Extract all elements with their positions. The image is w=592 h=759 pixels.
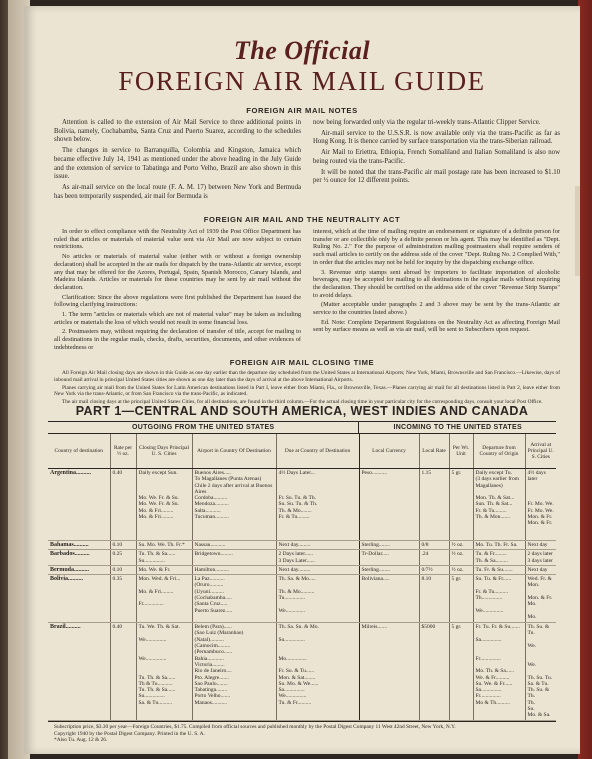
column-header: Departure from Country of Origin xyxy=(473,434,525,469)
table-cell-closing: Mo. We. & Fr. xyxy=(136,565,192,574)
table-cell-rate: 0.10 xyxy=(110,565,136,574)
table-cell-country: Bahamas.......... xyxy=(48,541,110,550)
table-cell-local-rate: 1.15 xyxy=(419,469,449,541)
column-header-row xyxy=(48,434,556,469)
schedule-grid xyxy=(48,434,556,721)
table-cell-due: Th. Sa. & Mo..... Th. & Mo.......... Tu............... We.............. xyxy=(276,575,359,623)
cover-edge xyxy=(578,0,592,759)
notes-paragraph: As air-mail service on the local route (F. A. M. 17) between New York and Bermuda has been temporarily suspended, air mail for Bermuda is xyxy=(54,183,301,200)
table-cell-unit: ½ oz. xyxy=(449,550,473,566)
table-cell-due: Next day......... xyxy=(276,565,359,574)
neutrality-heading: FOREIGN AIR MAIL AND THE NEUTRALITY ACT xyxy=(203,215,401,224)
outgoing-group-label: OUTGOING FROM THE UNITED STATES xyxy=(48,422,359,433)
table-cell-local-rate: .24 xyxy=(419,550,449,566)
footer-copyright: Copyright 1940 by the Postal Digest Company. Printed in the U. S. A. xyxy=(54,730,205,737)
closing-paragraph: The air mail closing days at the principal United States Cities, for all destinations, are found in the third column.—For the actual closing time in your particular city for the corresponding days, consult your local Post Office. xyxy=(62,399,543,406)
table-row xyxy=(48,550,556,566)
table-cell-rate: 0.25 xyxy=(110,550,136,566)
table-cell-due: Next day......... xyxy=(276,541,359,550)
table-cell-rate: 0.40 xyxy=(110,623,136,720)
table-cell-country: Barbados.......... xyxy=(48,550,110,566)
column-header: Rate per ½ oz. xyxy=(110,434,136,469)
column-header: Local Currency xyxy=(359,434,419,469)
footer xyxy=(54,724,560,744)
footer-note: *Also Tu. Aug. 12 & 26. xyxy=(54,737,108,744)
neutrality-paragraph: 2. Postmasters may, without requiring the declaration of transfer of title, accept for mailing to all destinations in the regular mails, checks, drafts, securities, documents, and other evidences of indebtedness or xyxy=(54,328,301,351)
table-cell-departure: Daily except Tu. (3 days earlier from Magallanes) Mon. Th. & Sat... Sun. Th. & Sat... Fr. & Tu......... Th. & Mon....... xyxy=(473,469,525,541)
table-cell-currency: Tr-Dollar..... xyxy=(359,550,419,566)
table-cell-airport: Belem (Para)...... (Sao Luiz (Maranhao) (Natal).......... (Camocim......... (Pernambuco...... Bahia............ Victoria......... Rio de Janeiro.... Pto. Alegre....... Sao Paulo........ Tabatinga........ Porto Velho....... Manaos........... xyxy=(192,623,276,720)
column-header: Closing Days Principal U. S. Cities xyxy=(136,434,192,469)
neutrality-paragraph: (Matter acceptable under paragraphs 2 and 3 above may be sent by the trans-Atlantic air service to the countries listed above.) xyxy=(313,301,560,317)
table-cell-local-rate: 0/8 xyxy=(419,541,449,550)
guide-page xyxy=(24,6,580,754)
table-cell-currency: Peso........... xyxy=(359,469,419,541)
neutrality-columns xyxy=(54,228,560,354)
table-cell-arrival: Next day xyxy=(525,565,556,574)
table-cell-departure: Tu. & Fr......... Th. & Sa......... xyxy=(473,550,525,566)
table-cell-unit: 5 gr. xyxy=(449,623,473,720)
notes-paragraph: Air Mail to Eriettra, Ethiopia, French Somaliland and Italian Somaliland is also now being routed via the trans-Pacific. xyxy=(313,149,560,165)
neutrality-left-column xyxy=(54,228,301,354)
table-cell-departure: Tu. Fr. & Su....... xyxy=(473,565,525,574)
page-title: FOREIGN AIR MAIL GUIDE xyxy=(118,66,486,96)
neutrality-paragraph: 3. Revenue strip stamps sent abroad by importers to facilitate importation of alcoholic beverages, may be accepted for mailing to all destinations in the regular mails without requiring the declaration. They should be certified on the address side of the cover "Revenue Strip Stamps" to avoid delays. xyxy=(313,268,560,299)
table-cell-departure: Fr. Tu. Fr. & Su....... Sa............... Fr............... Mo. Th. & Sa...... We. & Fr.......... Su. We. & Fr...... Sa............... Fr............... Mo & Th.......... xyxy=(473,623,525,720)
table-cell-country: Bermuda.......... xyxy=(48,565,110,574)
table-row xyxy=(48,541,556,550)
table-cell-currency: Milreis....... xyxy=(359,623,419,720)
closing-text xyxy=(54,370,560,407)
table-cell-due: Th. Sa. Su. & Mo. Su............... Mo............... Fr. Su. & Tu...... Mon. & Sat........ Su. Mo. & We...... Sa............... We............... Tu. & Fr.......... xyxy=(276,623,359,720)
table-row xyxy=(48,575,556,623)
table-cell-unit: ½ oz. xyxy=(449,541,473,550)
schedule-table xyxy=(48,421,556,722)
notes-heading: FOREIGN AIR MAIL NOTES xyxy=(246,106,358,115)
column-header: Per Wt. Unit xyxy=(449,434,473,469)
table-cell-local-rate: $5000 xyxy=(419,623,449,720)
table-cell-closing: Su. Mo. We. Th. Fr.* xyxy=(136,541,192,550)
notes-columns xyxy=(54,119,560,203)
table-cell-due: 4½ Days Later... Fr. Su. Tu. & Th. Su. Su. Tu. & Th. Th. & Mo........ Fr. & Tu......... xyxy=(276,469,359,541)
closing-paragraph: Planes carrying air mail from the United States for Latin American destinations listed in Part I, leave either from Miami, Fla., or Brownsville, Texas.—Planes carrying air mail for all destinations listed in Part 2, leave either from New York via the trans-Atlantic, or from San Francisco via the trans-Pacific, as indicated. xyxy=(54,384,560,398)
table-cell-unit: ½ oz. xyxy=(449,565,473,574)
closing-heading: FOREIGN AIR MAIL CLOSING TIME xyxy=(229,358,375,367)
table-cell-arrival: 4½ days later Fr. Mo. We. Fr. Mo. We. Mon. & Fr. Mon. & Fr. xyxy=(525,469,556,541)
column-header: Due at Country of Destination xyxy=(276,434,359,469)
incoming-group-label: INCOMING TO THE UNITED STATES xyxy=(393,424,522,431)
table-cell-rate: 0.40 xyxy=(110,469,136,541)
table-cell-closing: Tu. Th. & Sa...... Su............... xyxy=(136,550,192,566)
table-cell-arrival: Next day xyxy=(525,541,556,550)
table-cell-currency: Sterling........ xyxy=(359,541,419,550)
table-row xyxy=(48,623,556,720)
closing-paragraph: All Foreign Air Mail closing days are shown in this Guide as one day earlier than the departure day scheduled from the United States at International Airports; New York, Miami, Brownsville and San Francisco.—Likewise, days of inbound mail arrival in principal United States cities are shown as one day later than the days of arrival at the above International Airports. xyxy=(54,370,560,383)
table-cell-closing: Daily except Sun. Mo. We. Fr. & Su. Mo. We. Fr. & Su. Mo. & Fri......... Mo. & Fri......... xyxy=(136,469,192,541)
table-cell-departure: Su. Tu. & Fr...... Fr. & Tu.......... Th............... We............... xyxy=(473,575,525,623)
table-cell-airport: Buenos Aires..... To Magallanes (Punta Arenas) Chile 2 days after arrival at Buenos Aires Cordoba.......... Mendoza.......... Salta........... Tucuman.......... xyxy=(192,469,276,541)
footer-subscription: Subscription price, $3.30 per year—Foreign Countries, $1.75. Compiled from official sources and published monthly by the Postal Digest Company 11 West 42nd Street, New York, N.Y. xyxy=(54,724,456,730)
neutrality-paragraph: In order to effect compliance with the Neutrality Act of 1939 the Post Office Department has ruled that articles or materials of material value sent via Air Mail are now subject to certain restrictions. xyxy=(54,228,301,251)
notes-paragraph: Air-mail service to the U.S.S.R. is now available only via the trans-Pacific as far as Hong Kong. It is thence carried by surface transportation via the trans-Siberian railroad. xyxy=(313,129,560,146)
table-cell-unit: 5 gr. xyxy=(449,575,473,623)
table-cell-closing: Tu. We. Th. & Sat. We............... We............... Tu. Th. & Sa...... Th & Tu........... Tu. Th. & Sa...... Su............... Sa. & Tu.......... xyxy=(136,623,192,720)
table-cell-airport: La Paz........... (Oruro.......... (Uyuni.......... (Cochabamba..... (Santa Cruz..... Puerto Suarez..... xyxy=(192,575,276,623)
table-cell-rate: 0.35 xyxy=(110,575,136,623)
table-cell-airport: Nassau........... xyxy=(192,541,276,550)
table-cell-arrival: Th. Su. & Tu. We. We. Th. Su. Tu. Sa. & Tu. Th. Su. & Th. Th. Su. Mo. & Sa. xyxy=(525,623,556,720)
table-cell-local-rate: 0/7½ xyxy=(419,565,449,574)
table-cell-local-rate: 8.10 xyxy=(419,575,449,623)
table-cell-departure: Mo. Tu. Th. Fr. Sa. xyxy=(473,541,525,550)
notes-paragraph: now being forwarded only via the regular tri-weekly trans-Atlantic Clipper Service. xyxy=(313,119,541,126)
neutrality-paragraph: No articles or materials of material value (either with or without a foreign ownership declaration) shall be accepted in the air mails for dispatch by the trans-Atlantic air service, except any that may be offered for the Azores, Portugal, Spain, Spanish Morocco, Canary Islands, and Madeira Islands. Articles or materials for these countries may be sent by air mail without the declaration. xyxy=(54,253,301,291)
table-cell-airport: Hamilton.......... xyxy=(192,565,276,574)
table-row xyxy=(48,565,556,574)
table-cell-country: Bolivia.......... xyxy=(48,575,110,623)
neutrality-paragraph: Clarification: Since the above regulations were first published the Department has issued the following clarifying instructions: xyxy=(54,293,301,309)
part1-title: PART 1—CENTRAL AND SOUTH AMERICA, WEST INDIES AND CANADA xyxy=(75,404,529,418)
neutrality-paragraph: Ed. Note: Complete Department Regulations on the Neutrality Act as affecting Foreign Mail sent by surface means as well as via air mail, will be sent to Subscribers upon request. xyxy=(313,318,560,334)
table-row xyxy=(48,469,556,541)
neutrality-right-column xyxy=(313,228,560,354)
title-official: The Official xyxy=(233,36,371,65)
notes-left-column xyxy=(54,119,301,203)
table-cell-currency: Sterling........ xyxy=(359,565,419,574)
table-cell-arrival: Wed. Fr. & Mon. Mon. & Fr. Mo. Mo. xyxy=(525,575,556,623)
page-edge-chip xyxy=(575,186,580,276)
neutrality-paragraph: interest, which at the time of mailing require an endorsement or signature of a definite person for transfer or are collectible only by a definite person or his agent. This may be identified as "Dept. Ruling No. 2." For the purpose of administration mailing postmasters shall require senders of such mail articles to certify on the address side of the cover "Dept. Ruling No. 2 Complied With," in order that the articles may not be held for inquiry by the dispatching exchange office. xyxy=(313,228,560,266)
table-group-header xyxy=(48,422,556,434)
column-header: Arrival at Principal U. S. Cities xyxy=(525,434,556,469)
table-cell-currency: Boliviana..... xyxy=(359,575,419,623)
table-cell-due: 2 Days later...... 3 Days Later...... xyxy=(276,550,359,566)
column-header: Country of destination xyxy=(48,434,110,469)
table-cell-arrival: 2 days later 3 days later xyxy=(525,550,556,566)
table-cell-country: Brazil.......... xyxy=(48,623,110,720)
table-cell-unit: 5 gr. xyxy=(449,469,473,541)
table-cell-rate: 0.10 xyxy=(110,541,136,550)
notes-right-column xyxy=(313,119,560,203)
table-cell-airport: Bridgetown......... xyxy=(192,550,276,566)
table-cell-country: Argentina.......... xyxy=(48,469,110,541)
column-header: Airport in Country Of Destination xyxy=(192,434,276,469)
column-header: Local Rate xyxy=(419,434,449,469)
notes-paragraph: It will be noted that the trans-Pacific air mail postage rate has been increased to $1.10 per ½ ounce for 12 different points. xyxy=(313,168,560,185)
neutrality-paragraph: 1. The term "articles or materials which are not of material value" may be taken as including articles or materials the loss of which would not result in some financial loss. xyxy=(54,311,301,326)
notes-paragraph: The changes in service to Barranquilla, Colombia and Kingston, Jamaica which became effective July 14, 1941 as mentioned under the above heading in the July Guide and the extension of service to Tabatinga and Porto Velho, Brazil are also shown in this issue. xyxy=(54,147,301,181)
notes-paragraph: Attention is called to the extension of Air Mail Service to three additional points in Bolivia, namely, Cochabamba, Santa Cruz and Puerto Suarez, according to the schedules shown below. xyxy=(54,119,301,144)
table-cell-closing: Mon. Wed. & Fri... Mo. & Fri......... Fr............... xyxy=(136,575,192,623)
